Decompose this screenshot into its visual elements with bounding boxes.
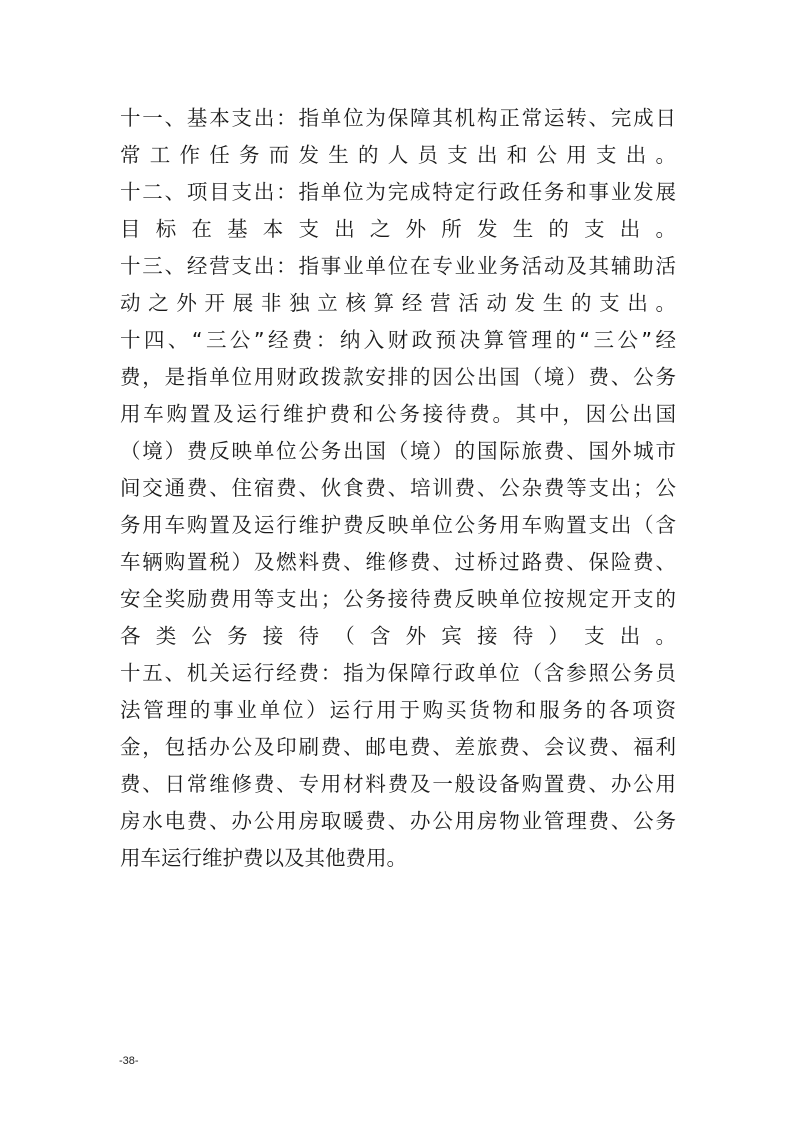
text-line: 法管理的事业单位）运行用于购买货物和服务的各项资 — [120, 698, 676, 722]
text-line: 目标在基本支出之外所发生的支出。 — [120, 217, 676, 241]
body-text — [120, 100, 676, 877]
text-line: 费、日常维修费、专用材料费及一般设备购置费、办公用 — [120, 772, 676, 796]
text-line: 各类公务接待（含外宾接待）支出。 — [120, 624, 676, 648]
text-line: 间交通费、住宿费、伙食费、培训费、公杂费等支出；公 — [120, 476, 676, 500]
text-line: 费，是指单位用财政拨款安排的因公出国（境）费、公务 — [120, 365, 676, 389]
text-line: 用车购置及运行维护费和公务接待费。其中，因公出国 — [120, 402, 676, 426]
text-line: 十四、“三公”经费：纳入财政预决算管理的“三公”经 — [120, 328, 676, 352]
text-line: （境）费反映单位公务出国（境）的国际旅费、国外城市 — [120, 439, 676, 463]
page-number: -38- — [119, 1055, 139, 1067]
text-line: 房水电费、办公用房取暖费、办公用房物业管理费、公务 — [120, 809, 676, 833]
text-line: 动之外开展非独立核算经营活动发生的支出。 — [120, 291, 676, 315]
text-line: 十五、机关运行经费：指为保障行政单位（含参照公务员 — [120, 661, 676, 685]
text-line: 用车运行维护费以及其他费用。 — [120, 846, 407, 870]
text-line: 常工作任务而发生的人员支出和公用支出。 — [120, 143, 676, 167]
text-line: 车辆购置税）及燃料费、维修费、过桥过路费、保险费、 — [120, 550, 676, 574]
text-line: 十三、经营支出：指事业单位在专业业务活动及其辅助活 — [120, 254, 676, 278]
text-line: 务用车购置及运行维护费反映单位公务用车购置支出（含 — [120, 513, 676, 537]
text-line: 安全奖励费用等支出；公务接待费反映单位按规定开支的 — [120, 587, 676, 611]
text-line: 金，包括办公及印刷费、邮电费、差旅费、会议费、福利 — [120, 735, 676, 759]
text-line: 十一、基本支出：指单位为保障其机构正常运转、完成日 — [120, 106, 676, 130]
text-line: 十二、项目支出：指单位为完成特定行政任务和事业发展 — [120, 180, 676, 204]
